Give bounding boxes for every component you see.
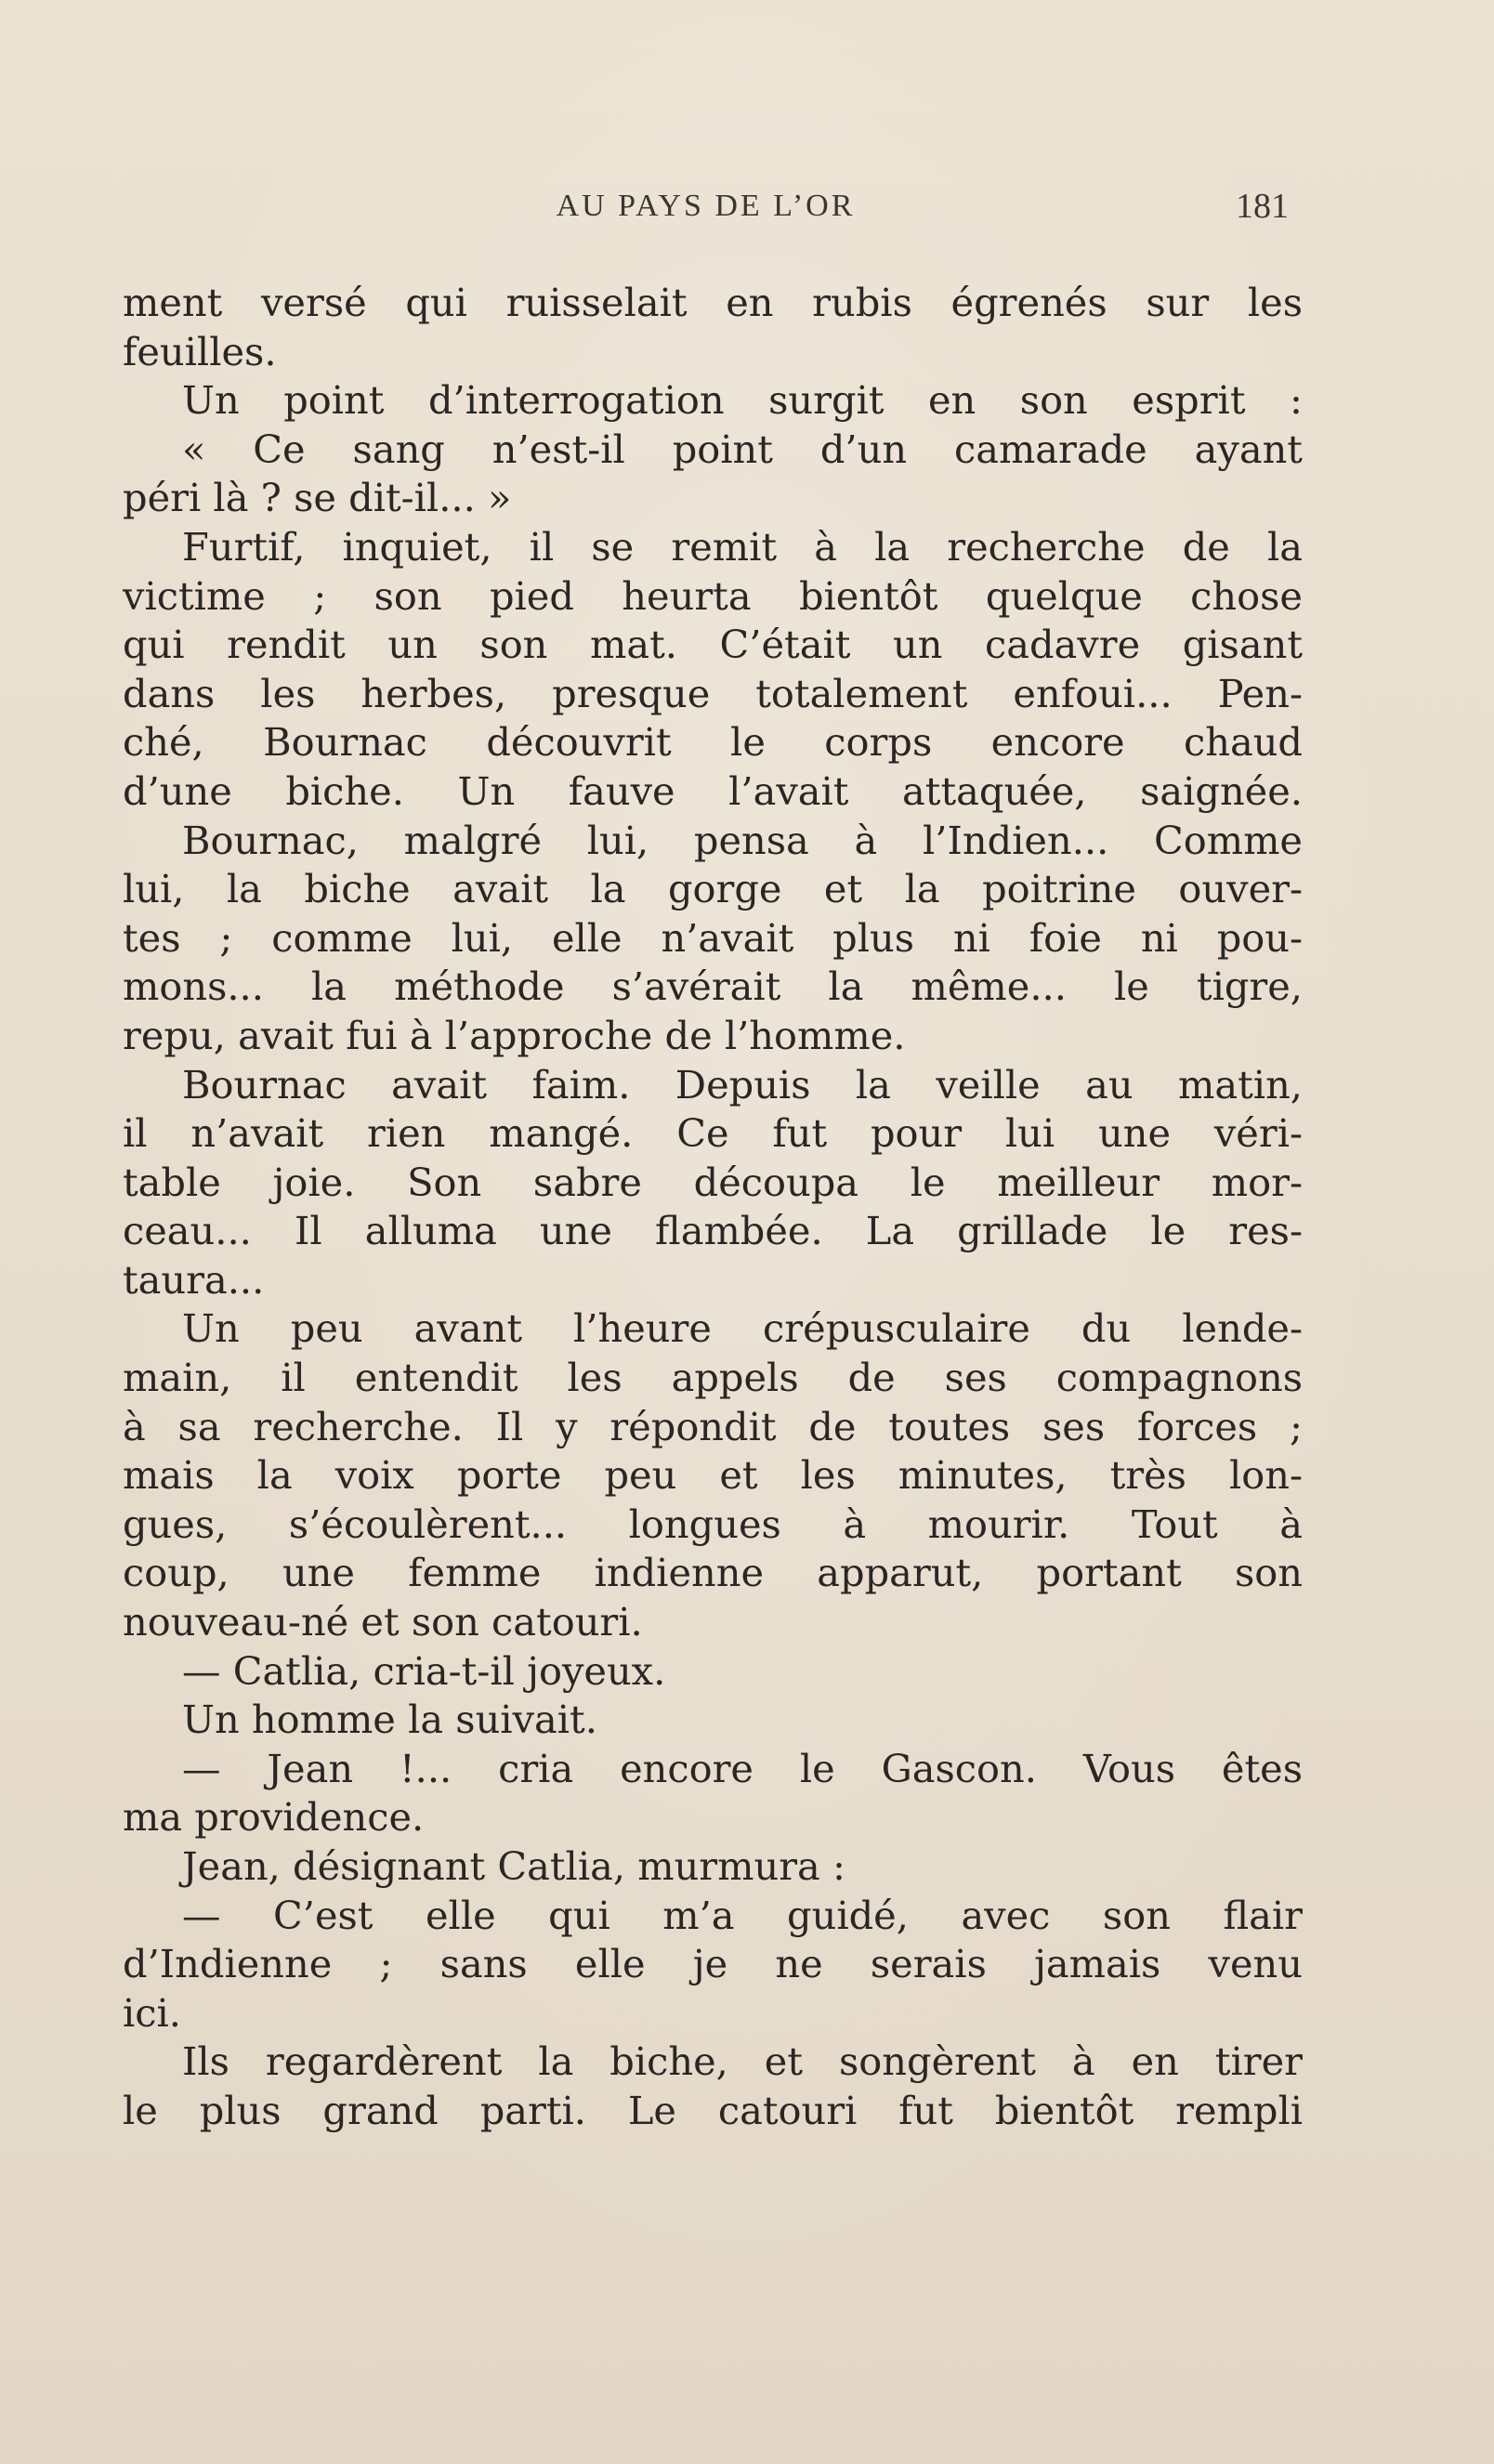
- text-line: mais la voix porte peu et les minutes, très lon-: [123, 1452, 1303, 1499]
- text-line: Furtif, inquiet, il se remit à la recherche de la: [182, 523, 1303, 570]
- text-line: coup, une femme indienne apparut, portant son: [123, 1550, 1303, 1596]
- text-line: Un peu avant l’heure crépusculaire du lende-: [182, 1305, 1303, 1352]
- text-line: main, il entendit les appels de ses compagnons: [123, 1355, 1303, 1401]
- text-line: il n’avait rien mangé. Ce fut pour lui une véri-: [123, 1110, 1303, 1157]
- text-line: lui, la biche avait la gorge et la poitrine ouver-: [123, 866, 1303, 912]
- text-line: Bournac avait faim. Depuis la veille au matin,: [182, 1061, 1303, 1107]
- text-line: Jean, désignant Catlia, murmura :: [182, 1843, 845, 1889]
- text-line: qui rendit un son mat. C’était un cadavre gisant: [123, 622, 1303, 668]
- text-line: péri là ? se dit-il... »: [123, 475, 512, 521]
- text-line: « Ce sang n’est-il point d’un camarade ayant: [182, 426, 1303, 472]
- text-line: dans les herbes, presque totalement enfoui... Pen-: [123, 670, 1303, 716]
- text-line: victime ; son pied heurta bientôt quelque chose: [123, 572, 1303, 619]
- text-line: — Catlia, cria-t-il joyeux.: [182, 1647, 666, 1694]
- text-line: Un point d’interrogation surgit en son esprit :: [182, 377, 1303, 424]
- text-line: ceau... Il alluma une flambée. La grillade le res-: [123, 1208, 1303, 1254]
- text-line: — C’est elle qui m’a guidé, avec son flair: [182, 1892, 1303, 1938]
- text-line: ici.: [123, 1989, 181, 2036]
- text-line: ma providence.: [123, 1794, 425, 1841]
- text-line: tes ; comme lui, elle n’avait plus ni foie ni pou-: [123, 914, 1303, 961]
- text-line: ché, Bournac découvrit le corps encore chaud: [123, 719, 1303, 766]
- text-line: Ils regardèrent la biche, et songèrent à en tirer: [182, 2038, 1303, 2085]
- text-line: ment versé qui ruisselait en rubis égrenés sur les: [123, 280, 1303, 325]
- text-line: d’Indienne ; sans elle je ne serais jamais venu: [123, 1941, 1303, 1987]
- text-line: Bournac, malgré lui, pensa à l’Indien... Comme: [182, 817, 1303, 863]
- text-line: nouveau-né et son catouri.: [123, 1599, 643, 1645]
- text-line: à sa recherche. Il y répondit de toutes ses forces ;: [123, 1403, 1303, 1449]
- text-line: taura...: [123, 1256, 265, 1303]
- text-line: Un homme la suivait.: [182, 1697, 597, 1743]
- text-line: — Jean !... cria encore le Gascon. Vous êtes: [182, 1745, 1303, 1791]
- text-line: mons... la méthode s’avérait la même... le tigre,: [123, 963, 1303, 1010]
- body-text: [123, 279, 1303, 2136]
- page-number: 181: [1236, 187, 1289, 226]
- running-title: AU PAYS DE L’OR: [556, 189, 856, 223]
- page-header: [123, 182, 1289, 230]
- text-line: repu, avait fui à l’approche de l’homme.: [123, 1012, 906, 1058]
- text-line: gues, s’écoulèrent... longues à mourir. Tout à: [123, 1501, 1303, 1547]
- text-line: feuilles.: [123, 328, 277, 374]
- text-line: d’une biche. Un fauve l’avait attaquée, saignée.: [123, 767, 1303, 814]
- text-line: table joie. Son sabre découpa le meilleur mor-: [123, 1159, 1303, 1205]
- text-line: le plus grand parti. Le catouri fut bientôt rempli: [123, 2087, 1303, 2133]
